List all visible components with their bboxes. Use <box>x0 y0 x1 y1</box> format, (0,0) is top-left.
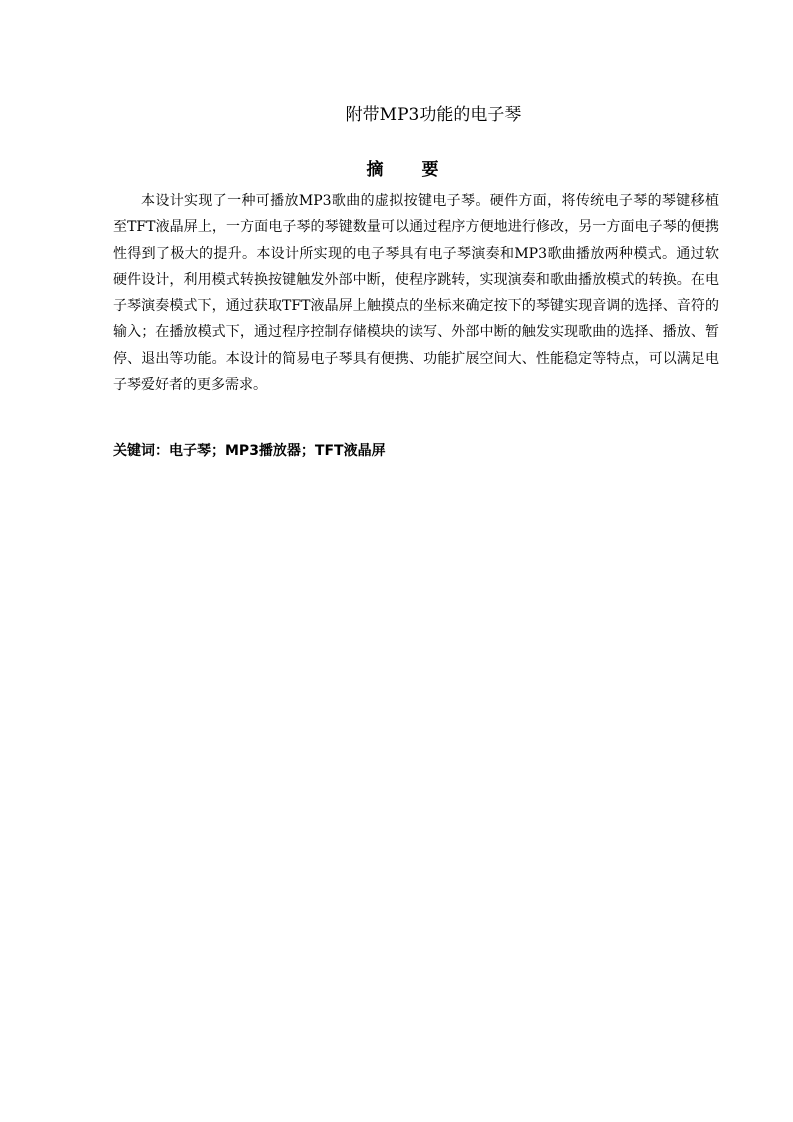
abstract-heading: 摘 要 <box>366 160 455 180</box>
abstract-paragraph: 本设计实现了一种可播放MP3歌曲的虚拟按键电子琴。硬件方面，将传统电子琴的琴键移植至TFT液晶屏上，一方面电子琴的琴键数量可以通过程序方便地进行修改，另一方面电子琴的便携性得到了极大的提升。本设计所实现的电子琴具有电子琴演奏和MP3歌曲播放两种模式。通过软硬件设计，利用模式转换按键触发外部中断，使程序跳转，实现演奏和歌曲播放模式的转换。在电子琴演奏模式下，通过获取TFT液晶屏上触摸点的坐标来确定按下的琴键实现音调的选择、音符的输入；在播放模式下，通过程序控制存储模块的读写、外部中断的触发实现歌曲的选择、播放、暂停、退出等功能。本设计的简易电子琴具有便携、功能扩展空间大、性能稳定等特点，可以满足电子琴爱好者的更多需求。 <box>113 193 719 394</box>
document-title: 附带MP3功能的电子琴 <box>345 105 522 125</box>
keywords-line: 关键词：电子琴；MP3播放器；TFT液晶屏 <box>113 443 386 459</box>
